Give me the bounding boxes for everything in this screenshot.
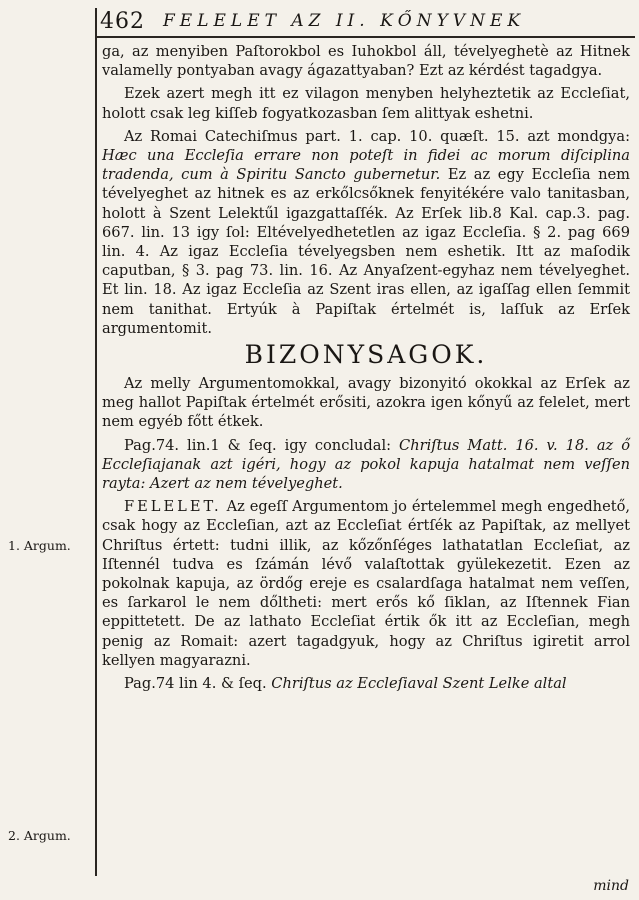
page-header [100, 6, 630, 36]
running-title: FELELET AZ II. KŐNYVNEK [163, 11, 526, 31]
paragraph-5 [102, 436, 630, 494]
answer-text: Az egeſſ Argumentom jo értelemmel megh engedhető, csak hogy az Eccleſian, azt az Eccleſiat értſék az Papiſtak, az mellyet Chriſtus értett: tudni illik, az kőzőnſéges lathatatlan Eccleſiat, az Iſtennél tudva es ſzámán lévő valaſtottak gyülekezetit. Ezen az pokolnak kapuja, az ördőg ereje es csalardſaga hatalmat nem veſſen, es ſarkarol le nem dőltheti: mert erős kő ſiklan, az Iſtennek Fian eppittetett. De az lathato Eccleſiat értik ők itt az Eccleſian, megh penig az Romait: azert tagadgyuk, hogy az Chriſtus igiretit arrol kellyen magyarazni. [102, 498, 630, 669]
argument-1-citation: Pag.74. lin.1 & ſeq. igy concludal: [124, 436, 392, 454]
argument-2-citation: Pag.74 lin 4. & ſeq. [124, 675, 267, 693]
section-heading: BIZONYSAGOK. [244, 340, 488, 370]
paragraph-6 [102, 497, 630, 670]
page-number: 462 [100, 8, 145, 34]
paragraph-3-rest: Ez az egy Eccleſia nem tévelyeghet az hitnek es az erkőlcsőknek fenyitékére valo tanitasban, holott à Szent Lelektűl igazgattaſſék. Az Erſek lib.8 Kal. cap.3. pag. 667. lin. 13 igy ſol: Eltévelyedhetetlen az igaz Eccleſia. § 2. pag 669 lin. 4. Az igaz Eccleſia tévelyegsben nem eshetik. Itt az maſodik caputban, § 3. pag 73. lin. 16. Az Anyaſzent-egyhaz nem tévelyeghet. Et lin. 18. Az igaz Eccleſia az Szent iras ellen, az igaſſag ellen ſemmit nem tanithat. Ertyúk à Papiſtak értelmét is, laſſuk az Erſek argumentomit. [102, 166, 631, 337]
main-text [102, 42, 630, 693]
paragraph-2: Ezek azert megh itt ez vilagon menyben helyheztetik az Eccleſiat, holott csak leg kiſſeb fogyatkozasban ſem alittyak eshetni. [102, 85, 630, 122]
latin-quote: Hæc una Eccleſia errare non poteſt in fidei ac morum diſciplina tradenda, cum à Spiritu Sancto gubernetur. [102, 147, 630, 184]
paragraph-4: Az melly Argumentomokkal, avagy bizonyitó okokkal az Erſek az meg hallot Papiſtak értelmét erősiti, azokra igen kőnyű az felelet, mert nem egyéb főtt étkek. [102, 375, 630, 431]
answer-label: FELELET. [124, 498, 222, 516]
paragraph-1: ga, az menyiben Paſtorokbol es Iuhokbol áll, tévelyeghetè az Hitnek valamelly pontyaban avagy ágazattyaban? Ezt az kérdést tagadgya. [102, 43, 630, 80]
catechism-citation: Az Romai Catechiſmus part. 1. cap. 10. quæſt. 15. azt mondgya: [124, 127, 630, 145]
argument-2-quote: Chriſtus az Eccleſiaval Szent Lelke altal [271, 675, 567, 693]
paragraph-7 [102, 674, 630, 693]
header-rule [95, 36, 635, 38]
paragraph-3 [102, 127, 630, 338]
margin-note-argument-1: 1. Argum. [8, 538, 71, 553]
argument-1-quote: Chriſtus Matt. 16. v. 18. az ő Eccleſiajanak azt igéri, hogy az pokol kapuja hatalmat nem veſſen rayta: Azert az nem tévelyeghet. [102, 436, 630, 493]
catchword: mind [593, 878, 629, 894]
margin-note-argument-2: 2. Argum. [8, 828, 71, 843]
left-border-rule [95, 8, 97, 876]
